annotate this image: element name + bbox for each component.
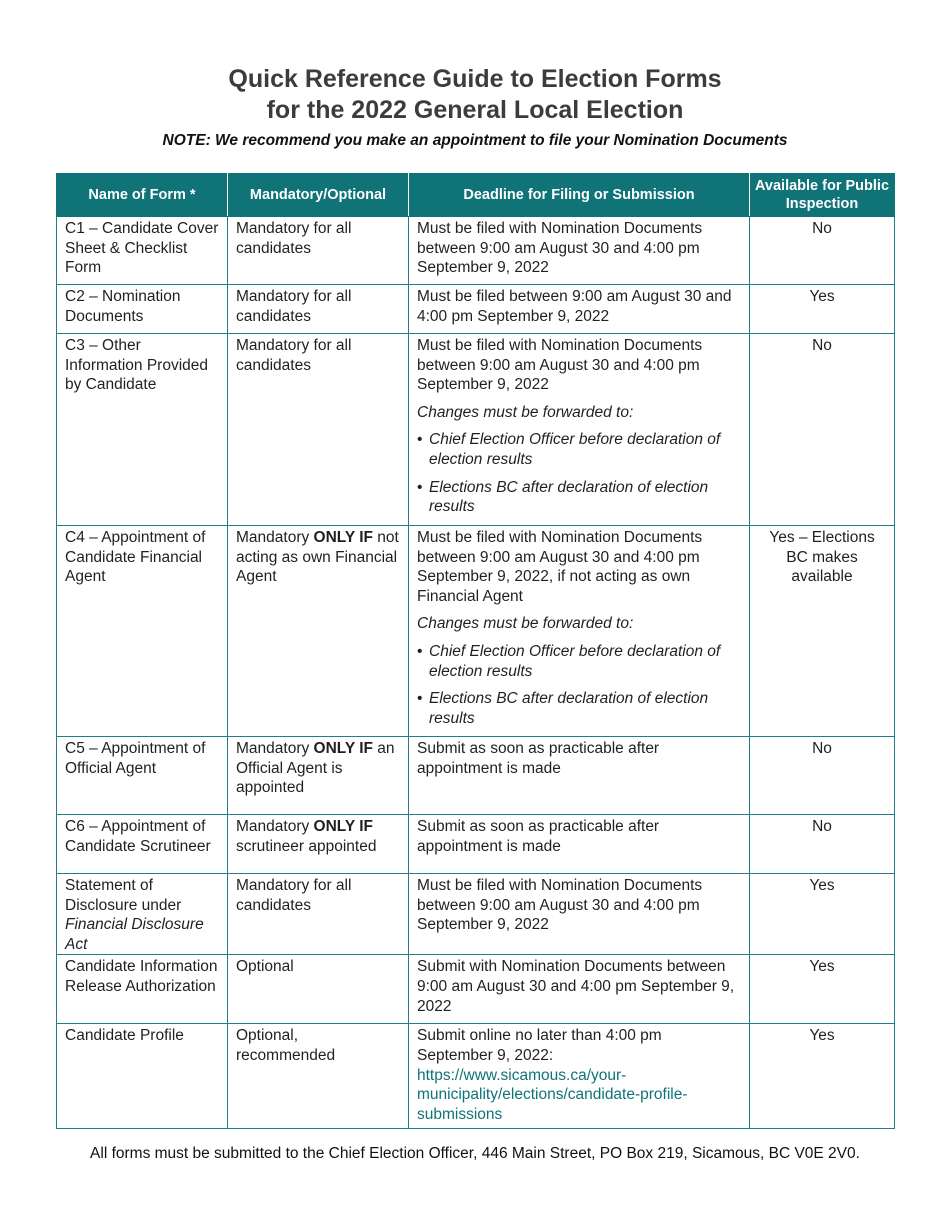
bullet-text: Elections BC after declaration of election results <box>429 690 709 727</box>
cell-deadline <box>409 217 750 285</box>
cell-deadline <box>409 815 750 874</box>
cell-mandatory <box>228 1024 409 1129</box>
mandatory-text: Optional <box>236 958 294 976</box>
mandatory-text: Mandatory for all candidates <box>236 337 352 374</box>
cell-mandatory <box>228 955 409 1024</box>
availability-text: Yes <box>809 958 835 976</box>
cell-mandatory <box>228 217 409 285</box>
table-header-row <box>57 174 895 217</box>
bullet-icon: • <box>417 642 423 660</box>
changes-bullet-item <box>417 478 741 517</box>
bullet-icon: • <box>417 690 423 708</box>
changes-bullet-item <box>417 689 741 728</box>
mandatory-text: Mandatory <box>236 740 314 757</box>
mandatory-text: Mandatory <box>236 529 314 546</box>
cell-public-inspection <box>750 526 895 737</box>
cell-mandatory <box>228 815 409 874</box>
cell-deadline <box>409 334 750 526</box>
cell-form-name <box>57 217 228 285</box>
mandatory-condition: ONLY IF <box>313 740 373 757</box>
cell-form-name <box>57 737 228 815</box>
cell-form-name <box>57 955 228 1024</box>
form-name-act: Financial Disclosure Act <box>65 916 204 953</box>
mandatory-condition-detail: not acting as own Financial Agent <box>236 529 399 586</box>
cell-public-inspection <box>750 285 895 334</box>
deadline-text: Submit as soon as practicable after appointment is made <box>417 740 660 777</box>
changes-note: Changes must be forwarded to: <box>417 403 634 421</box>
mandatory-text: Mandatory <box>236 818 314 835</box>
cell-mandatory <box>228 874 409 955</box>
election-forms-table <box>56 173 895 1129</box>
bullet-icon: • <box>417 478 423 496</box>
mandatory-condition-detail: scrutineer appointed <box>236 837 377 855</box>
header-deadline: Deadline for Filing or Submission <box>409 174 750 217</box>
mandatory-text: Mandatory for all candidates <box>236 220 352 257</box>
cell-public-inspection <box>750 874 895 955</box>
mandatory-text: Mandatory for all candidates <box>236 877 352 914</box>
deadline-text: Submit online no later than 4:00 pm September 9, 2022: <box>417 1027 662 1064</box>
header-mandatory-optional: Mandatory/Optional <box>228 174 409 217</box>
table-row <box>57 526 895 737</box>
form-name: Candidate Profile <box>65 1027 184 1045</box>
cell-form-name <box>57 526 228 737</box>
bullet-text: Chief Election Officer before declaration of election results <box>429 642 721 680</box>
deadline-text: Must be filed with Nomination Documents between 9:00 am August 30 and 4:00 pm September 9, 2022, if not acting as own Financial Agent <box>417 529 703 605</box>
cell-public-inspection <box>750 334 895 526</box>
availability-text: No <box>812 818 832 835</box>
deadline-text: Submit as soon as practicable after appointment is made <box>417 818 660 855</box>
submission-footer: All forms must be submitted to the Chief Election Officer, 446 Main Street, PO Box 219, Sicamous, BC V0E 2V0. <box>90 1145 860 1162</box>
cell-mandatory <box>228 737 409 815</box>
table-row <box>57 285 895 334</box>
availability-text: No <box>812 337 832 354</box>
changes-bullet-item <box>417 430 741 469</box>
cell-deadline <box>409 1024 750 1129</box>
cell-deadline <box>409 737 750 815</box>
cell-deadline <box>409 874 750 955</box>
availability-text: Yes <box>809 877 835 894</box>
table-row <box>57 1024 895 1129</box>
table-body <box>57 217 895 1129</box>
form-name: C2 – Nomination Documents <box>65 288 181 325</box>
cell-public-inspection <box>750 1024 895 1129</box>
mandatory-text: Optional, recommended <box>236 1027 336 1064</box>
page-title <box>0 64 950 126</box>
availability-text: Yes – Elections BC makes available <box>769 529 875 586</box>
table-row <box>57 737 895 815</box>
deadline-text: Submit with Nomination Documents between 9:00 am August 30 and 4:00 pm September 9, 2022 <box>417 958 735 1015</box>
cell-public-inspection <box>750 217 895 285</box>
cell-mandatory <box>228 285 409 334</box>
deadline-text: Must be filed between 9:00 am August 30 and 4:00 pm September 9, 2022 <box>417 288 732 325</box>
availability-text: No <box>812 740 832 757</box>
form-name: Candidate Information Release Authorization <box>65 958 218 995</box>
cell-form-name <box>57 815 228 874</box>
mandatory-condition-detail: an Official Agent is appointed <box>236 740 395 797</box>
form-name: Statement of Disclosure under <box>65 877 182 914</box>
cell-public-inspection <box>750 737 895 815</box>
table-row <box>57 874 895 955</box>
table-row <box>57 334 895 526</box>
title-line-1: Quick Reference Guide to Election Forms <box>228 65 722 93</box>
bullet-icon: • <box>417 431 423 449</box>
cell-form-name <box>57 285 228 334</box>
deadline-text: Must be filed with Nomination Documents between 9:00 am August 30 and 4:00 pm September 9, 2022 <box>417 337 703 394</box>
availability-text: Yes <box>809 1027 835 1045</box>
cell-public-inspection <box>750 815 895 874</box>
cell-deadline <box>409 285 750 334</box>
cell-deadline <box>409 955 750 1024</box>
table-row <box>57 217 895 285</box>
mandatory-condition: ONLY IF <box>313 529 373 546</box>
cell-form-name <box>57 1024 228 1129</box>
form-name: C4 – Appointment of Candidate Financial Agent <box>65 529 206 586</box>
cell-form-name <box>57 334 228 526</box>
mandatory-text: Mandatory for all candidates <box>236 288 352 325</box>
cell-public-inspection <box>750 955 895 1024</box>
cell-mandatory <box>228 526 409 737</box>
form-name: C1 – Candidate Cover Sheet & Checklist Form <box>65 220 219 277</box>
availability-text: No <box>812 220 832 237</box>
form-name: C5 – Appointment of Official Agent <box>65 740 206 777</box>
availability-text: Yes <box>809 288 835 305</box>
title-line-2: for the 2022 General Local Election <box>266 96 684 124</box>
header-public-inspection: Available for Public Inspection <box>750 174 895 217</box>
changes-note: Changes must be forwarded to: <box>417 615 634 633</box>
mandatory-condition: ONLY IF <box>313 818 373 835</box>
cell-form-name <box>57 874 228 955</box>
deadline-text: Must be filed with Nomination Documents between 9:00 am August 30 and 4:00 pm September 9, 2022 <box>417 220 703 277</box>
cell-mandatory <box>228 334 409 526</box>
candidate-profile-link[interactable]: https://www.sicamous.ca/your-municipality/elections/candidate-profile-submissions <box>417 1066 688 1123</box>
form-name: C6 – Appointment of Candidate Scrutineer <box>65 818 211 855</box>
header-name-of-form: Name of Form * <box>57 174 228 217</box>
deadline-text: Must be filed with Nomination Documents between 9:00 am August 30 and 4:00 pm September 9, 2022 <box>417 877 703 934</box>
bullet-text: Elections BC after declaration of election results <box>429 478 709 516</box>
table-row <box>57 815 895 874</box>
cell-deadline <box>409 526 750 737</box>
bullet-text: Chief Election Officer before declaration of election results <box>429 431 721 468</box>
form-name: C3 – Other Information Provided by Candidate <box>65 337 209 394</box>
table-row <box>57 955 895 1024</box>
changes-bullet-item <box>417 642 741 681</box>
appointment-note: NOTE: We recommend you make an appointment to file your Nomination Documents <box>162 132 788 149</box>
